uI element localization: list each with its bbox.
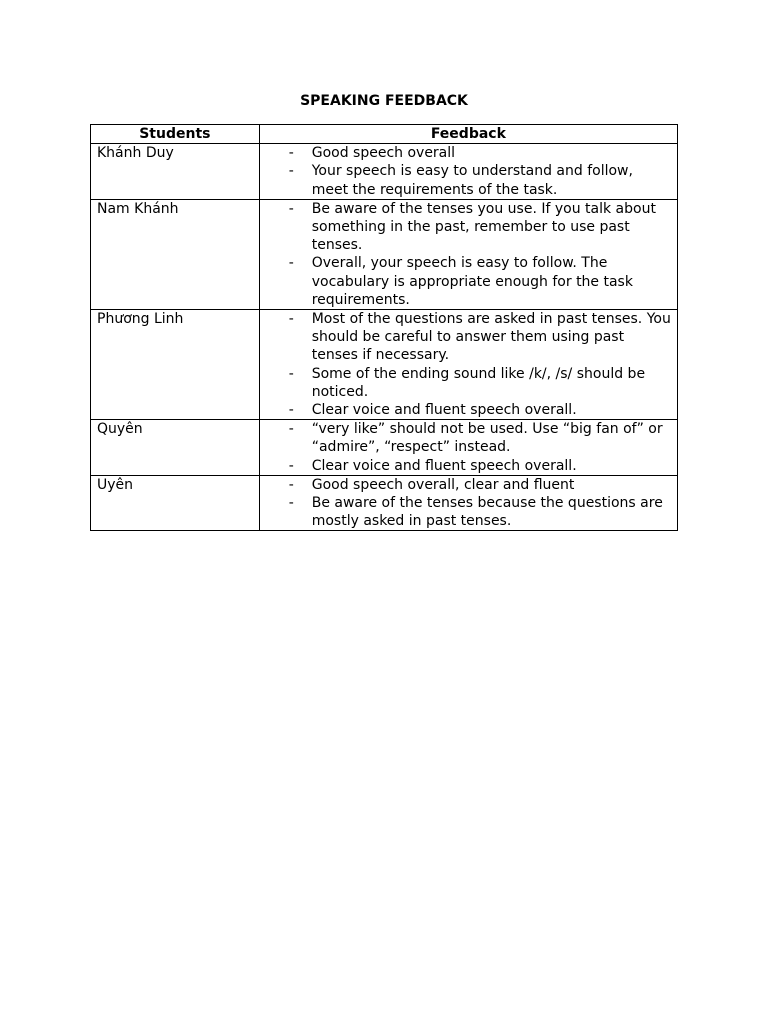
student-name: Quyên xyxy=(91,420,260,476)
table-row xyxy=(91,144,678,200)
bullet-dash: - xyxy=(288,402,294,419)
feedback-list xyxy=(260,476,677,531)
feedback-list xyxy=(260,144,677,199)
feedback-cell xyxy=(259,310,677,420)
student-name: Uyên xyxy=(91,475,260,531)
feedback-text: Be aware of the tenses because the questions are mostly asked in past tenses. xyxy=(311,495,663,530)
feedback-cell xyxy=(259,420,677,476)
feedback-cell xyxy=(259,199,677,309)
feedback-text: Clear voice and fluent speech overall. xyxy=(311,402,577,419)
feedback-item xyxy=(260,200,677,255)
table-header-row xyxy=(91,125,678,144)
feedback-item xyxy=(260,494,677,530)
bullet-dash: - xyxy=(288,311,294,328)
feedback-text: Good speech overall, clear and fluent xyxy=(311,476,575,493)
feedback-text: Be aware of the tenses you use. If you talk about something in the past, remember to use past tenses. xyxy=(311,200,656,254)
bullet-dash: - xyxy=(288,476,294,493)
page-title: SPEAKING FEEDBACK xyxy=(300,93,468,109)
table-row xyxy=(91,420,678,476)
feedback-text: “very like” should not be used. Use “big fan of” or “admire”, “respect” instead. xyxy=(311,421,663,456)
table-row xyxy=(91,475,678,531)
bullet-dash: - xyxy=(288,457,294,474)
feedback-item xyxy=(260,401,677,419)
feedback-list xyxy=(260,420,677,475)
feedback-item xyxy=(260,457,677,475)
bullet-dash: - xyxy=(288,200,294,217)
student-name: Nam Khánh xyxy=(91,199,260,309)
bullet-dash: - xyxy=(288,495,294,512)
feedback-item xyxy=(260,254,677,309)
feedback-item xyxy=(260,476,677,494)
feedback-cell xyxy=(259,144,677,200)
table-row xyxy=(91,199,678,309)
feedback-text: Your speech is easy to understand and follow, meet the requirements of the task. xyxy=(311,163,633,198)
student-name: Khánh Duy xyxy=(91,144,260,200)
feedback-item xyxy=(260,144,677,162)
bullet-dash: - xyxy=(288,255,294,272)
feedback-cell xyxy=(259,475,677,531)
feedback-table xyxy=(90,124,678,531)
student-name: Phương Linh xyxy=(91,310,260,420)
feedback-item xyxy=(260,365,677,401)
feedback-text: Most of the questions are asked in past tenses. You should be careful to answer them using past tenses if necessary. xyxy=(311,311,671,364)
feedback-text: Clear voice and fluent speech overall. xyxy=(311,457,577,474)
feedback-text: Overall, your speech is easy to follow. The vocabulary is appropriate enough for the task requirements. xyxy=(311,255,633,308)
feedback-text: Some of the ending sound like /k/, /s/ should be noticed. xyxy=(311,365,646,400)
table-row xyxy=(91,310,678,420)
feedback-item xyxy=(260,420,677,456)
bullet-dash: - xyxy=(288,421,294,438)
feedback-item xyxy=(260,162,677,198)
students-column-header: Students xyxy=(91,125,260,144)
feedback-text: Good speech overall xyxy=(311,145,456,162)
feedback-list xyxy=(260,200,677,309)
feedback-column-header: Feedback xyxy=(259,125,677,144)
bullet-dash: - xyxy=(288,365,294,382)
bullet-dash: - xyxy=(288,145,294,162)
bullet-dash: - xyxy=(288,163,294,180)
feedback-list xyxy=(260,310,677,419)
feedback-item xyxy=(260,310,677,365)
